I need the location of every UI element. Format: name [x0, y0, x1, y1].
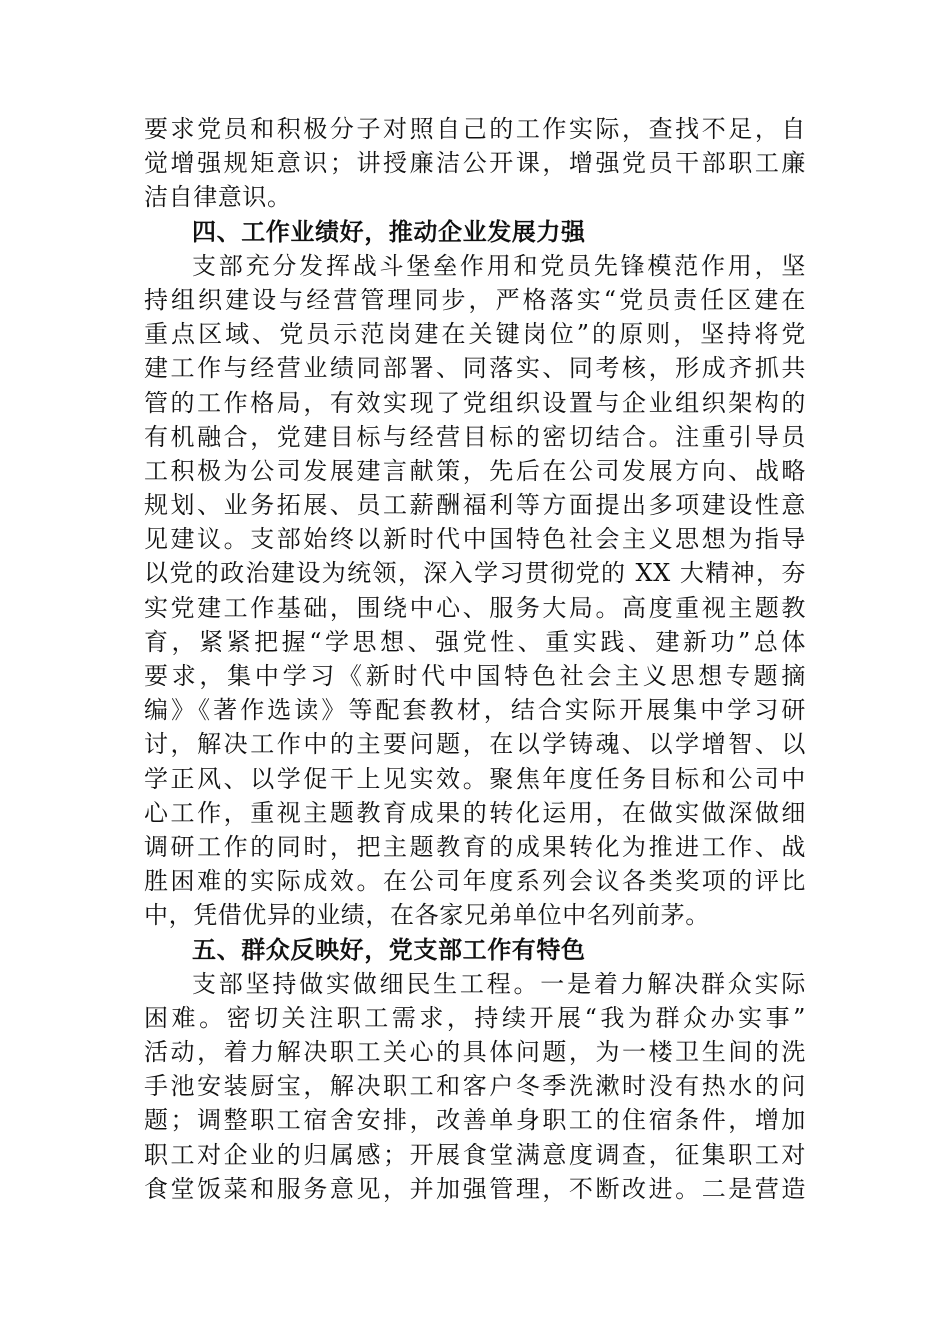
text-line: 题；调整职工宿舍安排，改善单身职工的住宿条件，增加: [144, 1106, 806, 1135]
text-line: 调研工作的同时，把主题教育的成果转化为推进工作、战: [144, 832, 806, 861]
text-line: 职工对企业的归属感；开展食堂满意度调查，征集职工对: [144, 1140, 806, 1169]
paragraph-intro: [144, 112, 806, 215]
text-line: 工积极为公司发展建言献策，先后在公司发展方向、战略: [144, 456, 806, 485]
text-line: 活动，着力解决职工关心的具体问题，为一楼卫生间的洗: [144, 1038, 806, 1067]
text-line: 困难。密切关注职工需求，持续开展“我为群众办实事”: [144, 1003, 806, 1032]
text-line: 规划、业务拓展、员工薪酬福利等方面提出多项建设性意: [144, 491, 806, 520]
text-line: 手池安装厨宝，解决职工和客户冬季洗漱时没有热水的问: [144, 1072, 806, 1101]
document-page: [144, 112, 806, 1206]
text-line: 洁自律意识。: [144, 183, 292, 212]
text-line: 中，凭借优异的业绩，在各家兄弟单位中名列前茅。: [144, 901, 710, 930]
text-line: 心工作，重视主题教育成果的转化运用，在做实做深做细: [144, 798, 806, 827]
section-heading-5: 五、群众反映好，党支部工作有特色: [192, 935, 586, 964]
text-line: 觉增强规矩意识；讲授廉洁公开课，增强党员干部职工廉: [144, 149, 806, 178]
text-line: 学正风、以学促干上见实效。聚焦年度任务目标和公司中: [144, 764, 806, 793]
section-heading-4: 四、工作业绩好，推动企业发展力强: [192, 217, 586, 246]
text-line: 支部坚持做实做细民生工程。一是着力解决群众实际: [192, 969, 806, 998]
text-line: 胜困难的实际成效。在公司年度系列会议各类奖项的评比: [144, 867, 806, 896]
text-line: 以党的政治建设为统领，深入学习贯彻党的 XX 大精神，夯: [144, 559, 806, 588]
paragraph-section-5: [144, 967, 806, 1206]
text-line: 要求党员和积极分子对照自己的工作实际，查找不足，自: [144, 115, 806, 143]
text-line: 支部充分发挥战斗堡垒作用和党员先锋模范作用，坚: [192, 251, 806, 280]
text-line: 实党建工作基础，围绕中心、服务大局。高度重视主题教: [144, 593, 806, 622]
text-line: 育，紧紧把握“学思想、强党性、重实践、建新功”总体: [144, 627, 806, 656]
text-line: 管的工作格局，有效实现了党组织设置与企业组织架构的: [144, 388, 806, 417]
text-line: 有机融合，党建目标与经营目标的密切结合。注重引导员: [144, 422, 806, 451]
text-line: 要求，集中学习《新时代中国特色社会主义思想专题摘: [144, 662, 806, 690]
paragraph-section-4: [144, 249, 806, 933]
text-line: 编》《著作选读》等配套教材，结合实际开展集中学习研: [144, 696, 806, 725]
text-line: 讨，解决工作中的主要问题，在以学铸魂、以学增智、以: [144, 730, 806, 759]
text-line: 建工作与经营业绩同部署、同落实、同考核，形成齐抓共: [144, 354, 806, 383]
text-line: 食堂饭菜和服务意见，并加强管理，不断改进。二是营造: [144, 1174, 806, 1203]
text-line: 重点区域、党员示范岗建在关键岗位”的原则，坚持将党: [144, 320, 806, 349]
text-line: 见建议。支部始终以新时代中国特色社会主义思想为指导: [144, 525, 806, 554]
text-line: 持组织建设与经营管理同步，严格落实“党员责任区建在: [144, 285, 806, 314]
